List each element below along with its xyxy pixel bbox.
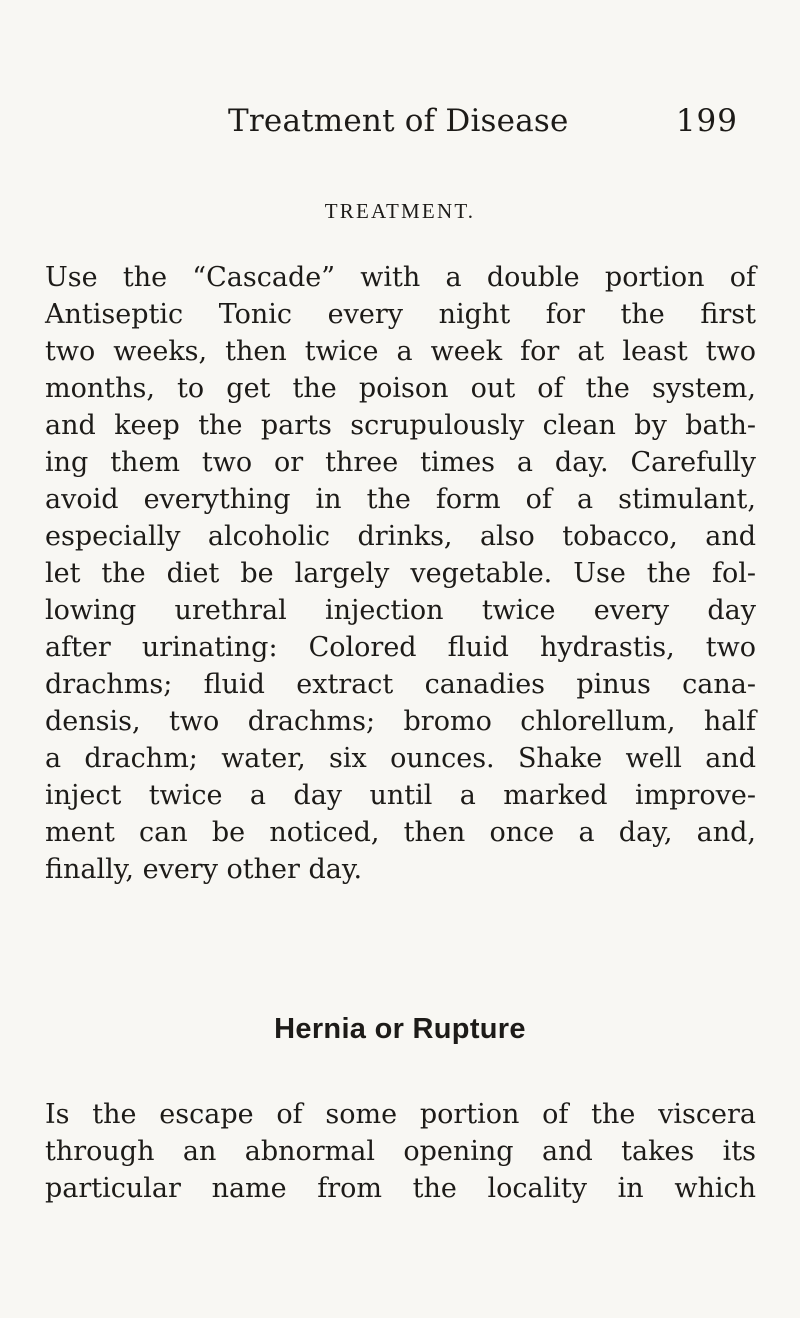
text-line: finally, every other day. — [45, 854, 363, 885]
text-line: inject twice a day until a marked improve- — [45, 780, 756, 811]
text-line: particular name from the locality in which — [45, 1173, 756, 1204]
text-line: and keep the parts scrupulously clean by bath- — [45, 410, 756, 441]
hernia-paragraph — [45, 1096, 756, 1207]
text-line: months, to get the poison out of the system, — [45, 373, 756, 404]
text-line: Antiseptic Tonic every night for the first — [45, 299, 756, 330]
text-line: ing them two or three times a day. Carefully — [45, 447, 756, 478]
section-heading-hernia: Hernia or Rupture — [274, 1013, 526, 1045]
text-line: especially alcoholic drinks, also tobacco, and — [45, 521, 756, 552]
text-line: two weeks, then twice a week for at least two — [45, 336, 756, 367]
section-heading-treatment: TREATMENT. — [324, 199, 476, 223]
running-head — [228, 103, 738, 151]
page-number: 199 — [675, 103, 738, 139]
running-title: Treatment of Disease — [228, 103, 569, 139]
treatment-paragraph — [45, 259, 756, 888]
text-line: through an abnormal opening and takes its — [45, 1136, 756, 1167]
text-line: lowing urethral injection twice every day — [45, 595, 756, 626]
text-line: a drachm; water, six ounces. Shake well and — [45, 743, 756, 774]
text-line: let the diet be largely vegetable. Use the fol- — [45, 558, 756, 589]
text-line: densis, two drachms; bromo chlorellum, half — [45, 706, 756, 737]
text-line: Is the escape of some portion of the viscera — [45, 1099, 756, 1130]
text-line: avoid everything in the form of a stimulant, — [45, 484, 756, 515]
text-line: drachms; fluid extract canadies pinus cana- — [45, 669, 756, 700]
text-line: ment can be noticed, then once a day, and, — [45, 817, 756, 848]
text-line: after urinating: Colored fluid hydrastis, two — [45, 632, 756, 663]
text-line: Use the “Cascade” with a double portion of — [45, 262, 756, 293]
